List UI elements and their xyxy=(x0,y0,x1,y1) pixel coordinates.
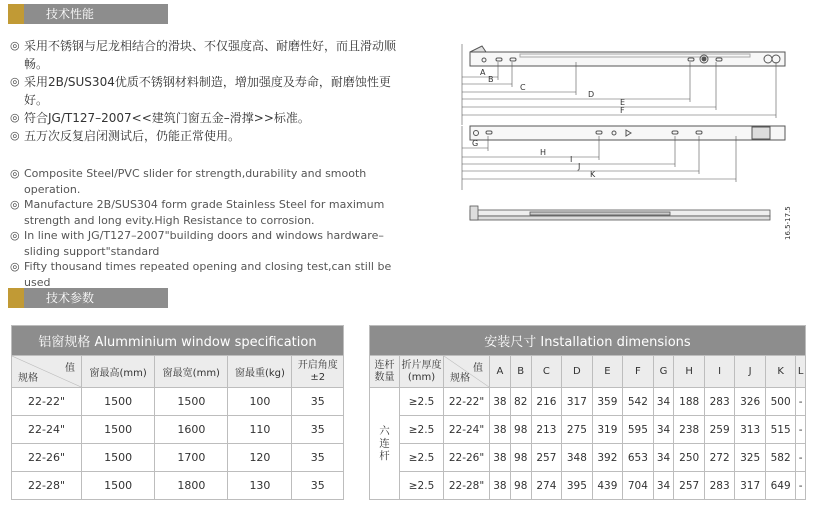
column-header: A xyxy=(490,356,511,388)
column-header: J xyxy=(735,356,765,388)
install-table-corner-header: 值 规格 xyxy=(444,356,490,388)
installation-table xyxy=(369,325,806,500)
gold-marker xyxy=(8,288,24,308)
table-row: 22-22" 1500 1500 100 35 xyxy=(12,388,344,416)
bullet-icon: ◎ xyxy=(10,260,20,273)
column-header: 折片厚度 (mm) xyxy=(400,356,444,388)
params-section-title: 技术参数 xyxy=(24,288,168,308)
column-header: I xyxy=(704,356,734,388)
window-table-title: 铝窗规格 Alumminium window specification xyxy=(12,326,344,356)
dim-label-d: D xyxy=(588,90,595,99)
group-label: 六连杆 xyxy=(370,388,400,500)
column-header: 窗最高(mm) xyxy=(82,356,155,388)
features-section-header xyxy=(8,4,168,24)
side-dimension-label: 16.5-17.5 xyxy=(784,206,792,240)
table-row: 22-28" 1500 1800 130 35 xyxy=(12,472,344,500)
column-header: L xyxy=(796,356,806,388)
dim-label-g: G xyxy=(472,139,479,148)
list-item: ◎ In line with JG/T127–2007"building doors and windows hardware–sliding support"standard xyxy=(10,229,384,258)
install-table-title: 安装尺寸 Installation dimensions xyxy=(370,326,806,356)
bullet-icon: ◎ xyxy=(10,129,20,142)
column-header: 连杆 数量 xyxy=(370,356,400,388)
bullet-icon: ◎ xyxy=(10,167,20,180)
dim-label-k: K xyxy=(590,170,596,179)
table-row: 22-26" 1500 1700 120 35 xyxy=(12,444,344,472)
column-header: 开启角度 ±2 xyxy=(292,356,344,388)
dim-label-c: C xyxy=(520,83,526,92)
bullet-icon: ◎ xyxy=(10,198,20,211)
table-row: ≥2.5 22-24" 38 98 213 275 319 595 34 238 259 313 515 - xyxy=(370,416,806,444)
params-section-header xyxy=(8,288,168,308)
bullet-icon: ◎ xyxy=(10,39,20,52)
dim-label-e: E xyxy=(620,98,626,107)
table-row: ≥2.5 22-26" 38 98 257 348 392 653 34 250 272 325 582 - xyxy=(370,444,806,472)
bullet-icon: ◎ xyxy=(10,111,20,124)
table-row: ≥2.5 22-28" 38 98 274 395 439 704 34 257 283 317 649 - xyxy=(370,472,806,500)
column-header: 窗最宽(mm) xyxy=(155,356,228,388)
list-item: ◎ 采用不锈钢与尼龙相结合的滑块、不仅强度高、耐磨性好，而且滑动顺畅。 xyxy=(10,39,397,71)
column-header: 窗最重(kg) xyxy=(228,356,292,388)
dim-label-j: J xyxy=(578,162,581,171)
dim-label-f: F xyxy=(620,106,625,115)
column-header: B xyxy=(510,356,531,388)
column-header: F xyxy=(623,356,653,388)
dim-label-i: I xyxy=(570,155,573,164)
table-row: 六连杆 ≥2.5 22-22" 38 82 216 317 359 542 34 188 283 326 500 - xyxy=(370,388,806,416)
column-header: K xyxy=(765,356,795,388)
features-cn-list xyxy=(10,37,410,145)
dim-label-b: B xyxy=(488,75,494,84)
gold-marker xyxy=(8,4,24,24)
window-table-corner-header: 值 规格 xyxy=(12,356,82,388)
bullet-icon: ◎ xyxy=(10,75,20,88)
top-bar xyxy=(470,46,785,66)
window-spec-table xyxy=(11,325,344,500)
column-header: C xyxy=(531,356,561,388)
list-item: ◎ 采用2B/SUS304优质不锈钢材料制造，增加强度及寿命，耐磨蚀性更好。 xyxy=(10,75,391,107)
list-item: ◎ 符合JG/T127–2007<<建筑门窗五金–滑撑>>标准。 xyxy=(10,111,310,125)
dim-label-h: H xyxy=(540,148,547,157)
bullet-icon: ◎ xyxy=(10,229,20,242)
bottom-bar xyxy=(470,126,785,140)
side-profile xyxy=(470,206,770,220)
column-header: D xyxy=(562,356,592,388)
features-section-title: 技术性能 xyxy=(24,4,168,24)
dim-label-a: A xyxy=(480,68,486,77)
column-header: H xyxy=(674,356,704,388)
list-item: ◎ Manufacture 2B/SUS304 form grade Stainless Steel for maximum strength and long evity.High Resistance to corrosion. xyxy=(10,198,385,227)
list-item: ◎ Composite Steel/PVC slider for strength,durability and smooth operation. xyxy=(10,167,367,196)
column-header: E xyxy=(592,356,622,388)
friction-stay-drawing xyxy=(460,40,800,240)
list-item: ◎ 五万次反复启闭测试后，仍能正常使用。 xyxy=(10,129,241,143)
list-item: ◎ Fifty thousand times repeated opening and closing test,can still be used xyxy=(10,260,392,289)
column-header: G xyxy=(653,356,674,388)
features-en-list xyxy=(10,166,410,290)
table-row: 22-24" 1500 1600 110 35 xyxy=(12,416,344,444)
